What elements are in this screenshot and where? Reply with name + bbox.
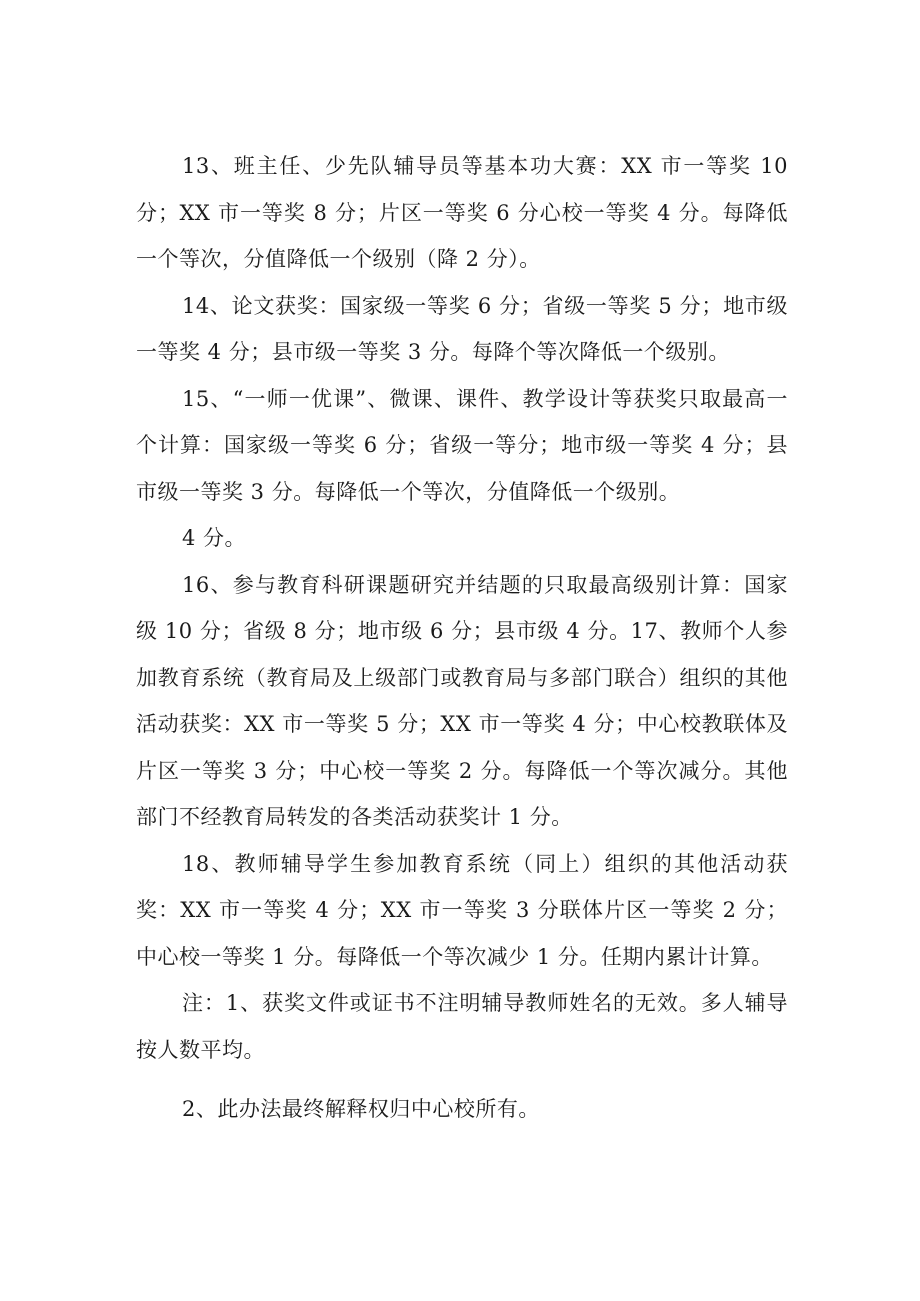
paragraph-score-fragment: 4 分。 [182,526,247,550]
paragraph-16-17: 16、参与教育科研课题研究并结题的只取最高级别计算：国家级 10 分；省级 8 分；地市级 6 分；县市级 4 分。17、教师个人参加教育系统（教育局及上级部门或教育局与多部门联合）组织的其他活动获奖：XX 市一等奖 5 分；XX 市一等奖 4 分；中心校教联体及片区一等奖 3 分；中心校一等奖 2 分。每降低一个等次减分。其他部门不经教育局转发的各类活动获奖计 1 分。 [136,572,788,829]
note-1: 注：1、获奖文件或证书不注明辅导教师姓名的无效。多人辅导按人数平均。 [136,991,788,1062]
document-page [136,143,788,1133]
paragraph-14: 14、论文获奖：国家级一等奖 6 分；省级一等奖 5 分；地市级一等奖 4 分；县市级一等奖 3 分。每降个等次降低一个级别。 [136,293,788,364]
paragraph-13: 13、班主任、少先队辅导员等基本功大赛：XX 市一等奖 10 分；XX 市一等奖 8 分；片区一等奖 6 分心校一等奖 4 分。每降低一个等次，分值降低一个级别（降 2 分）。 [136,154,788,271]
paragraph-18: 18、教师辅导学生参加教育系统（同上）组织的其他活动获奖：XX 市一等奖 4 分；XX 市一等奖 3 分联体片区一等奖 2 分；中心校一等奖 1 分。每降低一个等次减少 1 分。任期内累计计算。 [136,851,788,969]
note-2: 2、此办法最终解释权归中心校所有。 [182,1097,540,1121]
paragraph-15: 15、“一师一优课”、微课、课件、教学设计等获奖只取最高一个计算：国家级一等奖 6 分；省级一等分；地市级一等奖 4 分；县市级一等奖 3 分。每降低一个等次，分值降低一个级别。 [136,386,788,504]
